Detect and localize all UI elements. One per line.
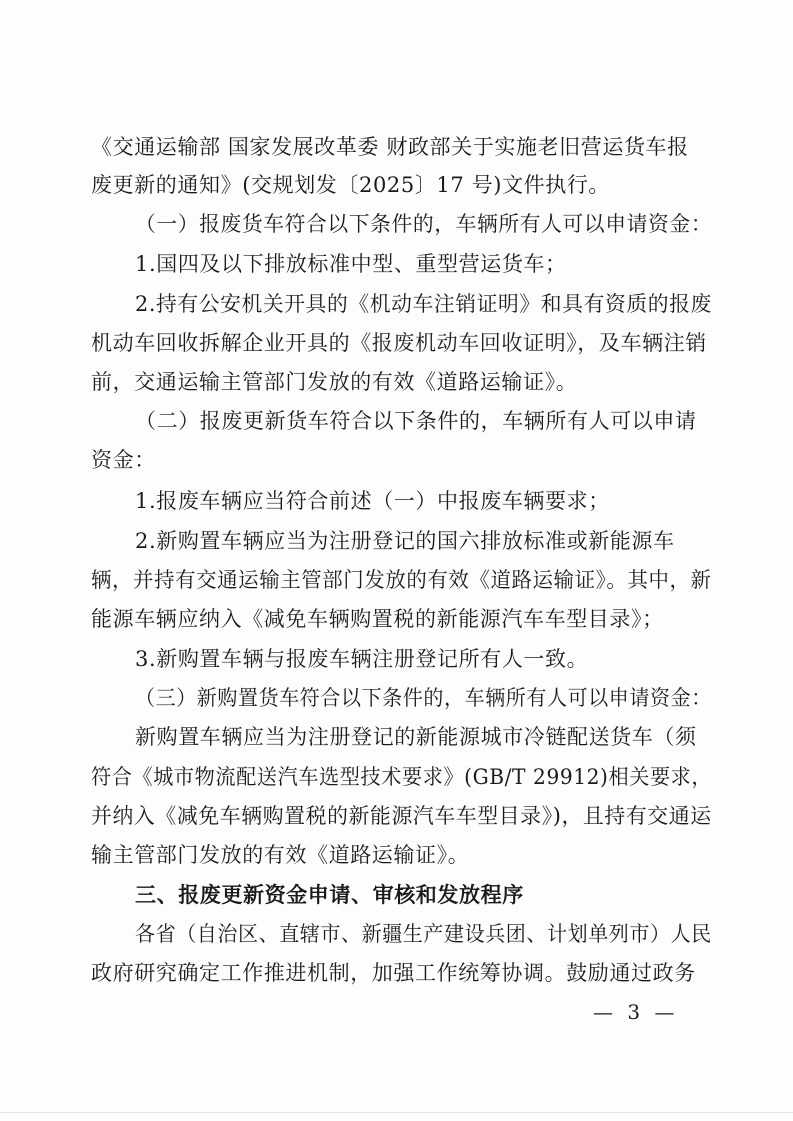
text-line-9: 资金：	[91, 448, 156, 472]
text-line-11: 2.新购置车辆应当为注册登记的国六排放标准或新能源车	[135, 529, 675, 553]
text-line-8: （二）报废更新货车符合以下条件的，车辆所有人可以申请	[135, 409, 697, 433]
section-heading: 三、报废更新资金申请、审核和发放程序	[135, 883, 524, 907]
text-line-5: 2.持有公安机关开具的《机动车注销证明》和具有资质的报废	[135, 292, 712, 316]
text-line-13: 能源车辆应纳入《减免车辆购置税的新能源汽车车型目录》；	[91, 607, 664, 631]
text-line-1: 《交通运输部 国家发展改革委 财政部关于实施老旧营运货车报	[91, 135, 689, 159]
text-line-2: 废更新的通知》(交规划发〔2025〕17 号)文件执行。	[91, 173, 611, 197]
text-line-22: 政府研究确定工作推进机制，加强工作统筹协调。鼓励通过政务	[91, 961, 696, 985]
text-line-18: 并纳入《减免车辆购置税的新能源汽车车型目录》)，且持有交通运	[91, 804, 712, 828]
text-line-14: 3.新购置车辆与报废车辆注册登记所有人一致。	[135, 647, 589, 671]
text-line-16: 新购置车辆应当为注册登记的新能源城市冷链配送货车（须	[135, 725, 697, 749]
text-line-19: 输主管部门发放的有效《道路运输证》。	[91, 843, 470, 867]
text-line-4: 1.国四及以下排放标准中型、重型营运货车；	[135, 252, 567, 276]
text-line-6: 机动车回收拆解企业开具的《报废机动车回收证明》，及车辆注销	[91, 331, 707, 355]
text-line-21: 各省（自治区、直辖市、新疆生产建设兵团、计划单列市）人民	[135, 922, 712, 946]
text-line-15: （三）新购置货车符合以下条件的，车辆所有人可以申请资金：	[135, 686, 712, 710]
text-line-12: 辆，并持有交通运输主管部门发放的有效《道路运输证》。其中，新	[91, 568, 712, 592]
text-line-7: 前，交通运输主管部门发放的有效《道路运输证》。	[91, 370, 578, 394]
page-number: — 3 —	[593, 1000, 679, 1024]
scan-edge-divider	[0, 1112, 793, 1113]
text-line-3: （一）报废货车符合以下条件的，车辆所有人可以申请资金：	[135, 212, 713, 236]
text-line-17: 符合《城市物流配送汽车选型技术要求》(GB/T 29912)相关要求，	[91, 765, 713, 789]
text-line-10: 1.报废车辆应当符合前述（一）中报废车辆要求；	[135, 489, 610, 513]
